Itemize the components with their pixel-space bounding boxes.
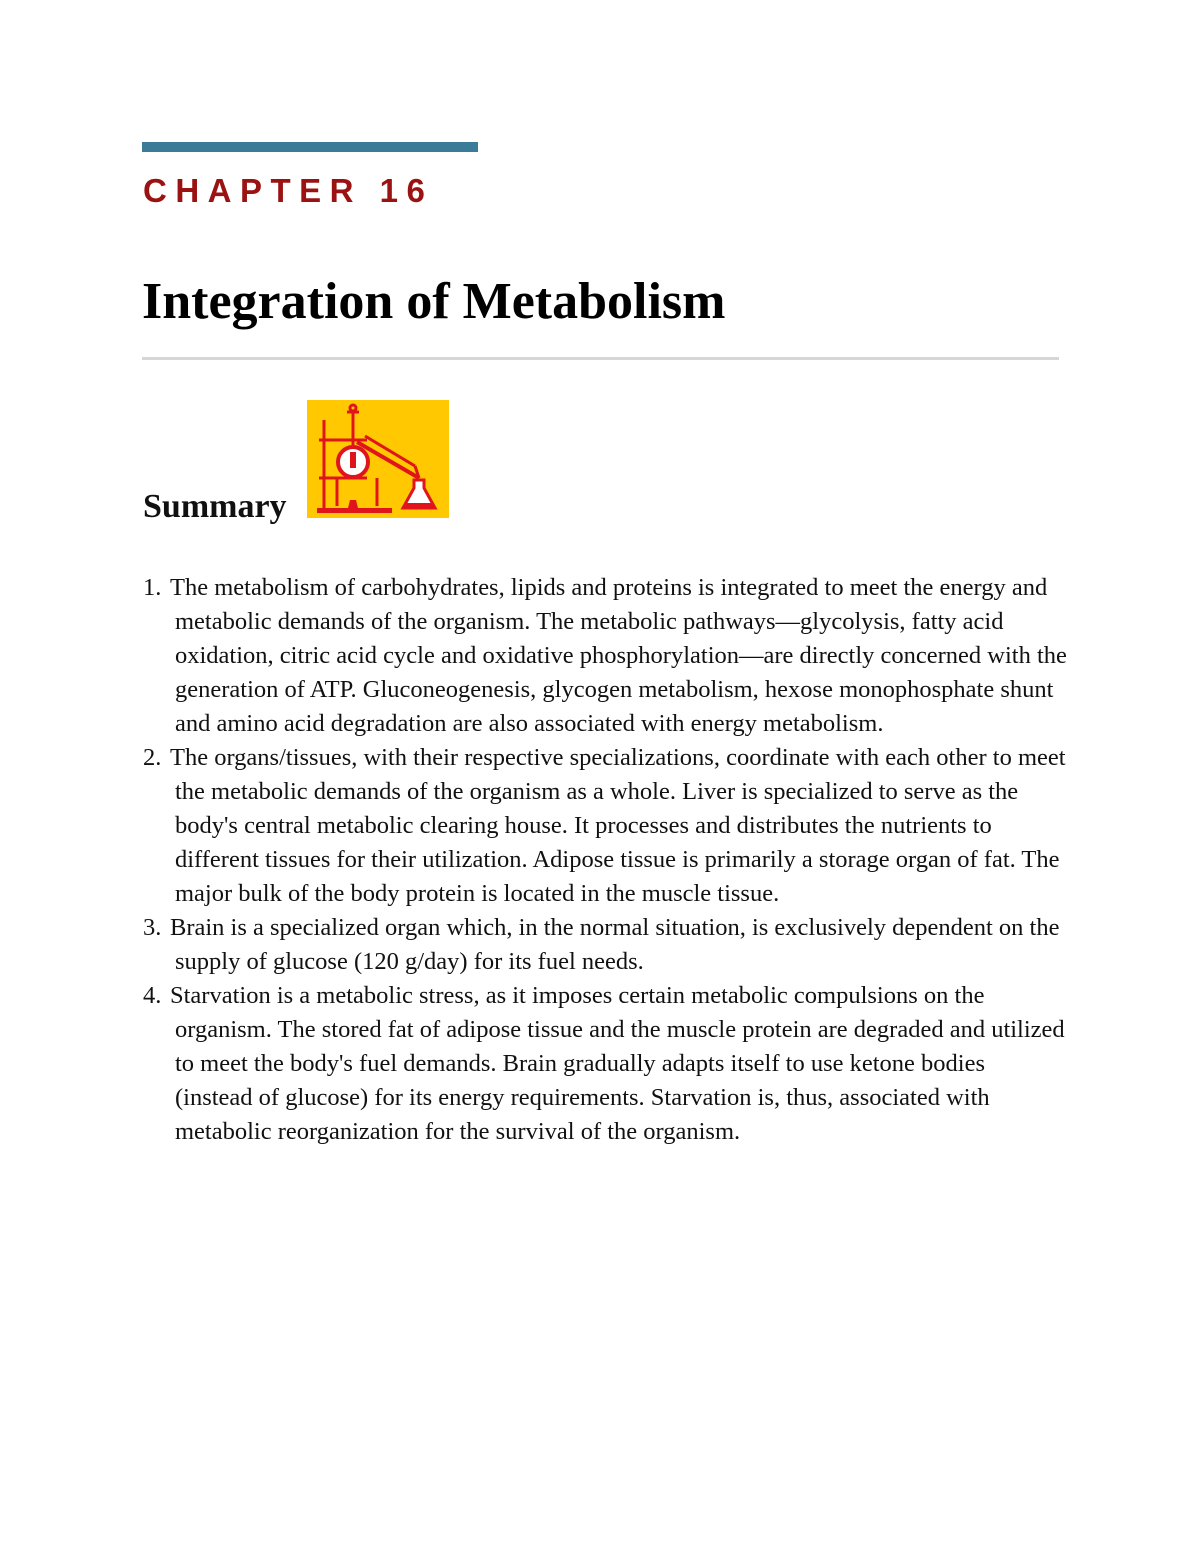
item-text: The organs/tissues, with their respective specializations, coordinate with each other to meet the metabolic demands of the organism as a whole. Liver is specialized to serve as the body's central metabolic clearing house. It processes and distributes the nutrients to different tissues for their utilization. Adipose tissue is primarily a storage organ of fat. The major bulk of the body protein is located in the muscle tissue. [170,744,1066,907]
summary-item-1 [143,571,1068,741]
chapter-label: CHAPTER 16 [143,172,434,209]
summary-item-2 [143,741,1068,911]
item-number: 4. [143,982,162,1009]
item-text: Starvation is a metabolic stress, as it imposes certain metabolic compulsions on the organism. The stored fat of adipose tissue and the muscle protein are degraded and utilized to meet the body's fuel demands. Brain gradually adapts itself to use ketone bodies (instead of glucose) for its energy requirements. Starvation is, thus, associated with metabolic reorganization for the survival of the organism. [170,982,1065,1145]
item-text: The metabolism of carbohydrates, lipids and proteins is integrated to meet the energy and metabolic demands of the organism. The metabolic pathways—glycolysis, fatty acid oxidation, citric acid cycle and oxidative phosphorylation—are directly concerned with the generation of ATP. Gluconeogenesis, glycogen metabolism, hexose monophosphate shunt and amino acid degradation are also associated with energy metabolism. [170,574,1067,737]
item-number: 2. [143,744,162,771]
item-text: Brain is a specialized organ which, in the normal situation, is exclusively dependent on the supply of glucose (120 g/day) for its fuel needs. [170,914,1060,975]
summary-heading: Summary [143,488,287,525]
summary-list [143,571,1068,1149]
summary-item-4 [143,979,1068,1149]
summary-item-3 [143,911,1068,979]
item-number: 1. [143,574,162,601]
title-divider [142,357,1059,360]
chapter-title: Integration of Metabolism [142,273,726,330]
chapter-top-rule [142,142,478,152]
item-number: 3. [143,914,162,941]
lab-apparatus-icon [307,400,449,518]
